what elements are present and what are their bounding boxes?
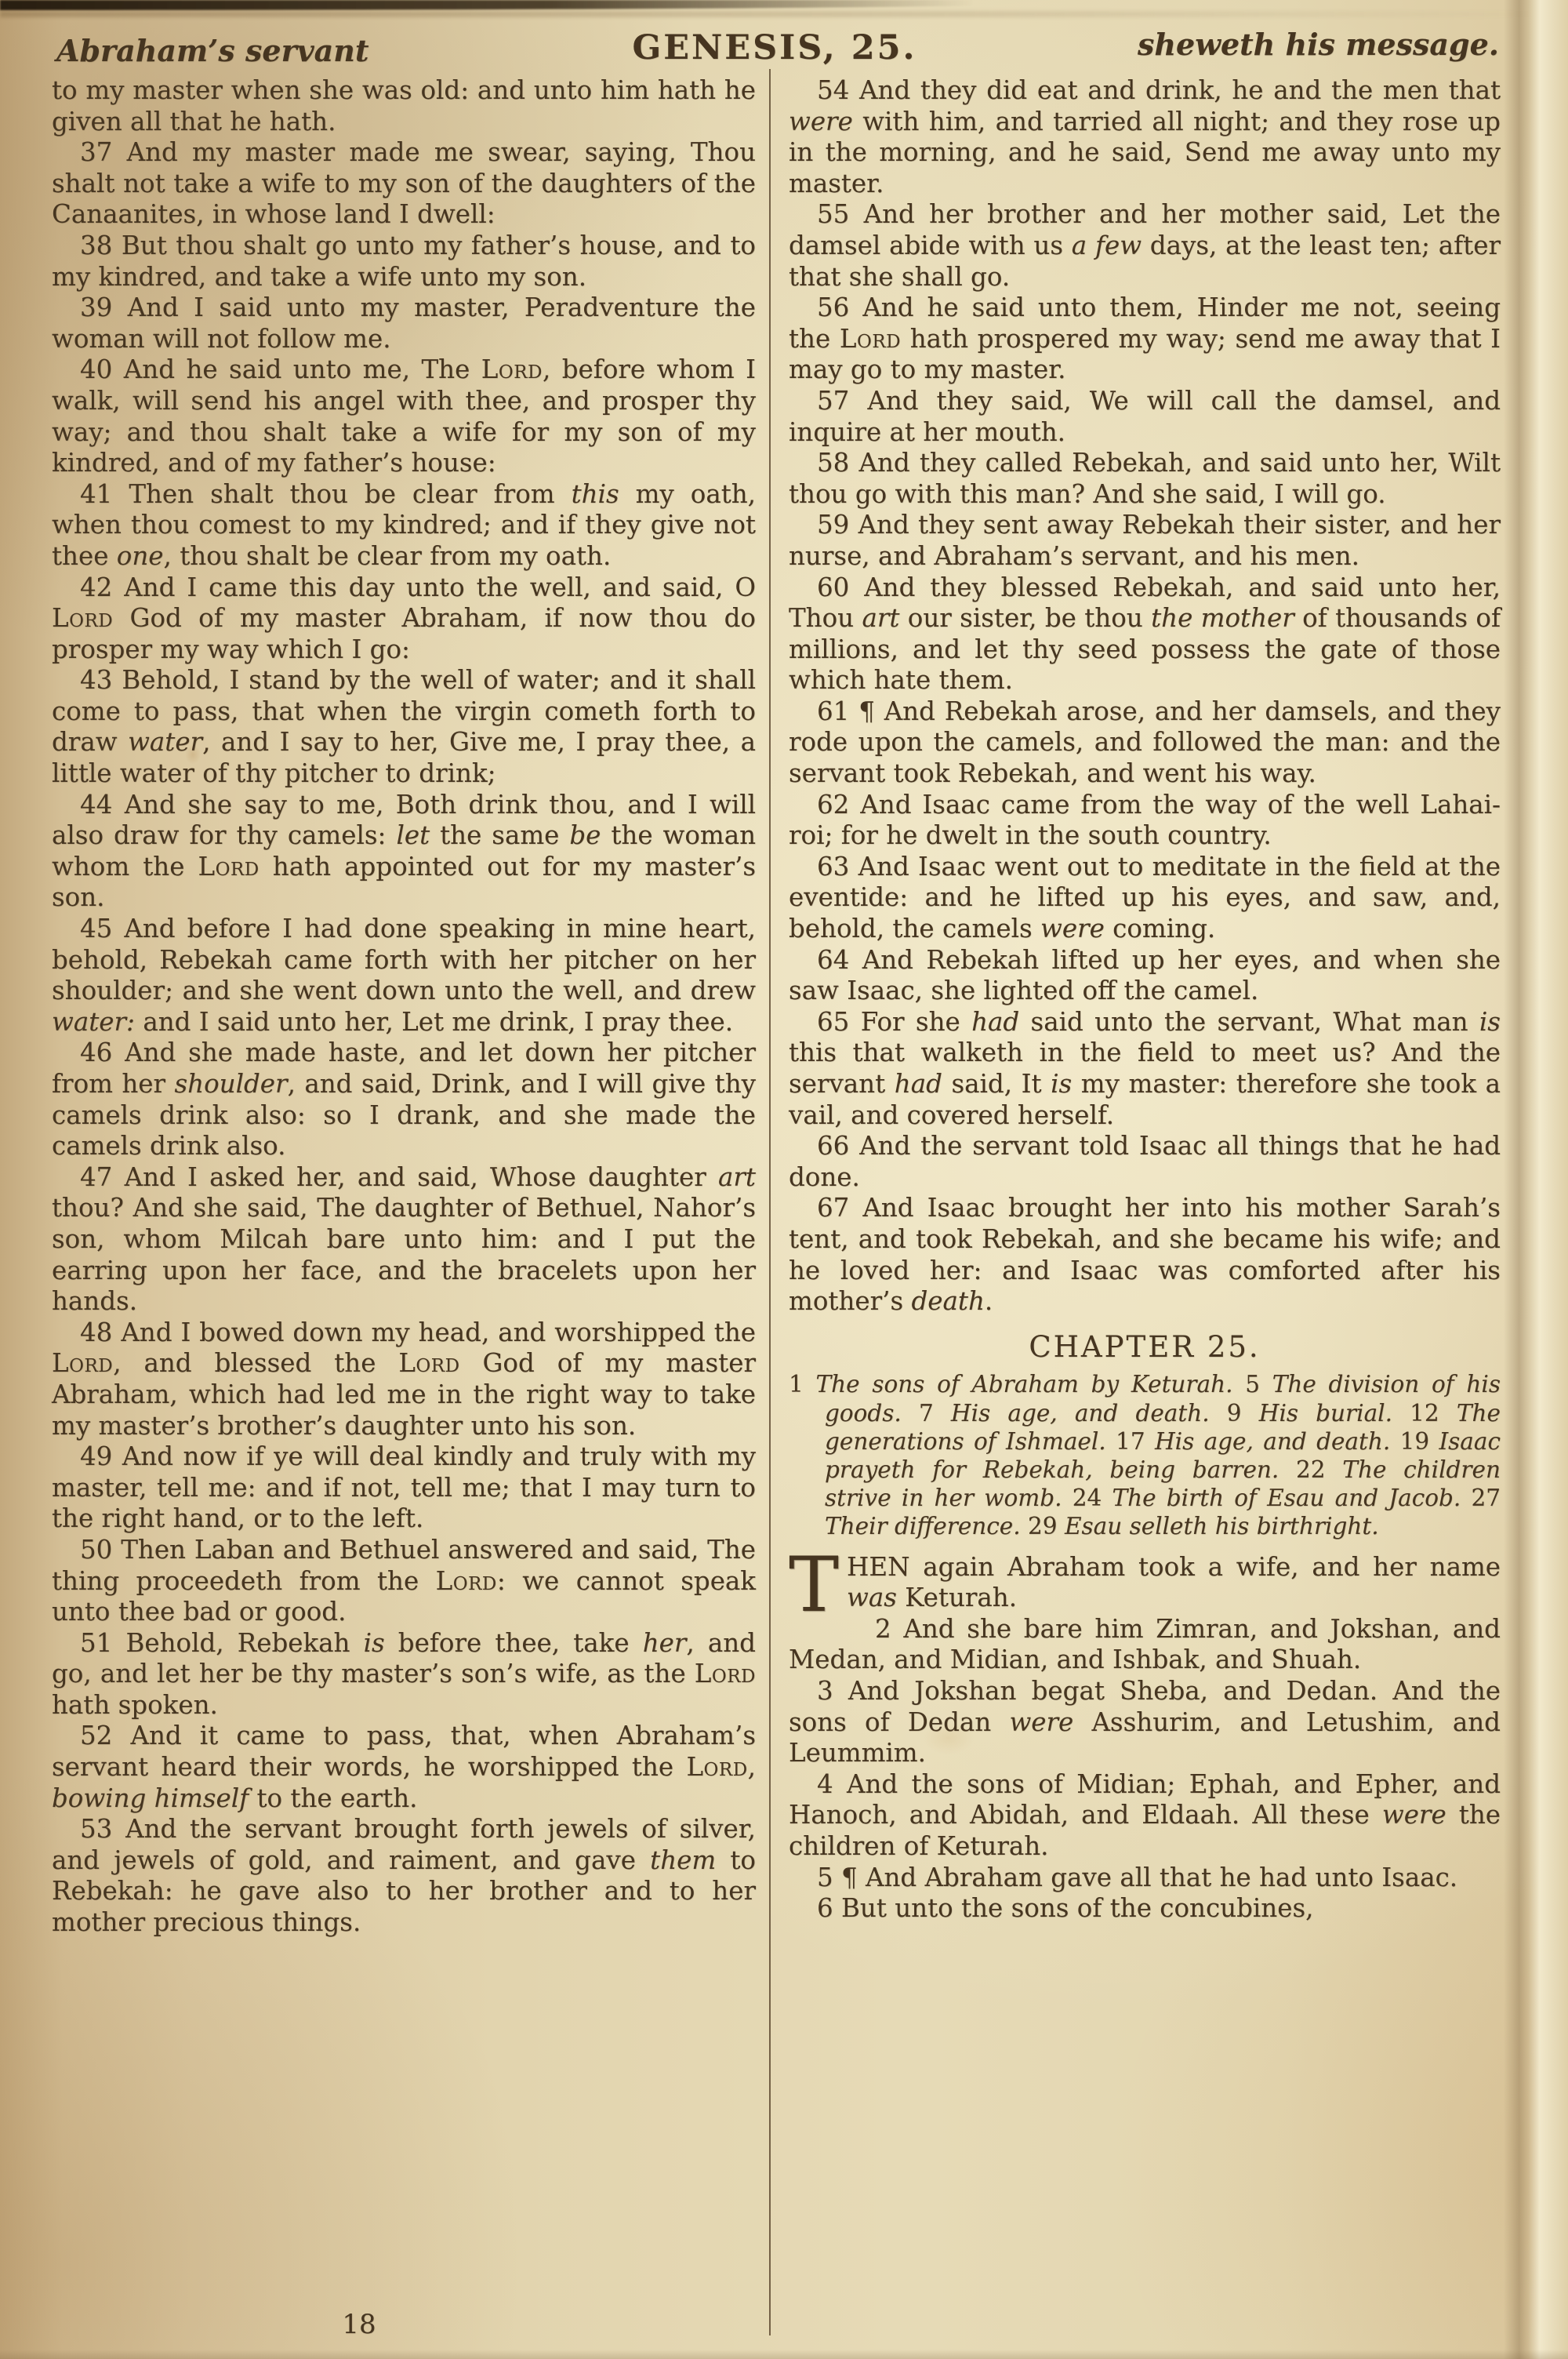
verse-59: [789, 510, 1501, 572]
text-segment: Lord: [481, 354, 543, 385]
text-segment: to the earth.: [249, 1783, 418, 1813]
text-segment: days, at the least ten; after that she shall go.: [789, 230, 1501, 292]
text-segment: And he said unto me, The: [123, 354, 481, 385]
verse-number: 62: [817, 789, 861, 820]
text-segment: this: [571, 478, 619, 509]
text-segment: Lord: [435, 1565, 497, 1596]
text-segment: Their difference.: [825, 1513, 1029, 1540]
verse-46: [52, 1038, 756, 1161]
text-segment: this that walketh in the field to meet us? And the servant: [789, 1038, 1501, 1099]
verse-number: 2: [875, 1613, 904, 1644]
verse-39: [52, 293, 756, 354]
text-segment: And the servant told Isaac all things that he had done.: [789, 1131, 1501, 1192]
text-segment: And I asked her, and said, Whose daughter: [124, 1161, 719, 1192]
verse-number: 52: [80, 1721, 131, 1751]
text-segment: them: [650, 1845, 717, 1875]
verse-number: 3: [817, 1675, 848, 1706]
text-segment: her: [642, 1627, 687, 1658]
verse-number: 55: [817, 199, 864, 230]
verse-45: [52, 914, 756, 1038]
text-segment: the mother: [1151, 603, 1294, 634]
text-segment: to Rebekah: he gave also to her brother and to her mother precious things.: [52, 1845, 756, 1938]
pilcrow-mark: ¶: [858, 696, 884, 726]
text-segment: bowing himself: [52, 1783, 249, 1813]
text-segment: were: [1009, 1707, 1074, 1737]
text-segment: were: [789, 106, 853, 136]
verse-51: [52, 1628, 756, 1721]
running-head-right: sheweth his message.: [1138, 27, 1499, 62]
verse-58: [789, 448, 1501, 510]
verse-4: [789, 1769, 1501, 1863]
text-segment: And they did eat and drink, he and the men that: [859, 75, 1501, 105]
text-segment: 12: [1410, 1399, 1457, 1427]
verse-number: 56: [817, 293, 863, 323]
verse-66: [789, 1131, 1501, 1193]
verse-65: [789, 1007, 1501, 1131]
text-segment: shoulder: [174, 1069, 288, 1099]
chapter-heading-text: CHAPTER 25.: [1029, 1329, 1261, 1364]
verse-49: [52, 1441, 756, 1535]
text-segment: is: [363, 1627, 385, 1658]
text-segment: And she say to me, Both drink thou, and I will also draw for thy camels:: [52, 789, 757, 851]
verse-number: 42: [80, 572, 125, 602]
verse-50: [52, 1535, 756, 1628]
text-segment: the woman whom the: [52, 820, 757, 881]
text-segment: water: [128, 727, 203, 758]
column-divider-rule: [769, 69, 771, 2335]
text-segment: But unto the sons of the concubines,: [841, 1893, 1314, 1924]
running-head-center: GENESIS, 25.: [632, 28, 917, 67]
text-segment: Then shalt thou be clear from: [129, 478, 572, 509]
verse-number: 38: [80, 230, 122, 260]
text-segment: , and I say to her, Give me, I pray thee, a little water of thy pitcher to drink;: [52, 727, 756, 789]
text-segment: is: [1479, 1006, 1501, 1037]
text-segment: , thou shalt be clear from my oath.: [163, 540, 612, 571]
verse-41: [52, 479, 756, 572]
verse-42: [52, 572, 756, 666]
verse-44: [52, 790, 756, 914]
verse-number: 61: [817, 696, 859, 726]
text-segment: The division of his goods.: [825, 1371, 1501, 1427]
verse-number: 65: [817, 1006, 861, 1037]
text-segment: was: [847, 1583, 897, 1613]
text-segment: thou? And she said, The daughter of Bethuel, Nahor’s son, whom Milcah bare unto him: and I put the earring upon her face, and the bracelets upon her hands.: [52, 1193, 756, 1317]
text-segment: And I said unto my master, Peradventure the woman will not follow me.: [52, 293, 756, 354]
text-segment: Esau selleth his birthright.: [1064, 1513, 1379, 1540]
text-segment: And Rebekah arose, and her damsels, and they rode upon the camels, and followed the man: and the servant took Rebekah, and went his way.: [789, 696, 1501, 789]
text-segment: Behold, I stand by the well of water; and it shall come to pass, that when the virgin cometh forth to draw: [52, 665, 756, 758]
verse-43: [52, 665, 756, 789]
text-segment: a few: [1071, 230, 1142, 260]
verse-number: 67: [817, 1193, 863, 1223]
text-segment: hath spoken.: [52, 1689, 218, 1720]
verse-54: [789, 75, 1501, 199]
text-segment: let: [396, 820, 430, 851]
text-segment: And she made haste, and let down her pitcher from her: [52, 1038, 757, 1099]
verse-53: [52, 1814, 756, 1938]
verse-67: [789, 1193, 1501, 1317]
text-segment: And they sent away Rebekah their sister, and her nurse, and Abraham’s servant, and his men.: [789, 510, 1501, 571]
text-segment: the same: [430, 820, 570, 851]
text-segment: 24: [1072, 1485, 1112, 1512]
verse-number: 64: [817, 944, 862, 975]
verse-number: 59: [817, 510, 858, 540]
text-segment: Keturah.: [896, 1583, 1018, 1613]
verse-number: 45: [80, 914, 125, 944]
text-segment: And they said, We will call the damsel, and inquire at her mouth.: [789, 385, 1501, 447]
text-segment: Lord: [694, 1659, 756, 1689]
text-segment: And it came to pass, that, when Abraham’s servant heard their words, he worshipped the: [52, 1721, 756, 1783]
text-segment: is: [1051, 1069, 1073, 1099]
text-segment: the children of Keturah.: [789, 1800, 1501, 1861]
text-segment: Behold, Rebekah: [125, 1627, 364, 1658]
verse-number: 49: [80, 1441, 122, 1472]
text-segment: And Isaac brought her into his mother Sarah’s tent, and took Rebekah, and she became his wife; and he loved her: and Isaac was comforted after his mother’s: [789, 1193, 1501, 1317]
text-segment: Lord: [52, 1348, 114, 1379]
text-segment: And the servant brought forth jewels of silver, and jewels of gold, and raiment, and gave: [52, 1814, 756, 1875]
text-segment: And she bare him Zimran, and Jokshan, and Medan, and Midian, and Ishbak, and Shuah.: [789, 1613, 1501, 1675]
text-segment: The sons of Abraham by Keturah.: [815, 1371, 1246, 1398]
text-segment: HEN again Abraham took a wife, and her name: [847, 1551, 1501, 1582]
verse-number: 51: [80, 1627, 126, 1658]
verse-number: 5: [817, 1862, 842, 1892]
text-segment: His age, and death.: [950, 1399, 1227, 1427]
running-head-left: Abraham’s servant: [56, 33, 369, 68]
verse-number: 53: [80, 1814, 126, 1845]
text-segment: 27: [1471, 1485, 1501, 1512]
text-segment: were: [1040, 914, 1105, 944]
verse-55: [789, 199, 1501, 293]
verse-37: [52, 137, 756, 231]
text-segment: before thee, take: [384, 1627, 643, 1658]
text-segment: And Rebekah lifted up her eyes, and when she saw Isaac, she lighted off the camel.: [789, 944, 1501, 1006]
text-segment: And I bowed down my head, and worshipped the: [121, 1317, 757, 1347]
verse-number: 63: [817, 851, 858, 881]
verse-40: [52, 354, 756, 478]
verse-3: [789, 1676, 1501, 1769]
text-segment: had: [971, 1006, 1020, 1037]
text-segment: 9: [1226, 1399, 1259, 1427]
page-top-shadow: [0, 11, 1537, 17]
text-segment: Isaac prayeth for Rebekah, being barren.: [825, 1427, 1501, 1483]
text-segment: The generations of Ishmael.: [825, 1399, 1501, 1455]
text-segment: with him, and tarried all night; and they rose up in the morning, and he said, Send me away unto my master.: [789, 106, 1501, 198]
verse-6: [789, 1893, 1501, 1925]
left-column: [52, 75, 756, 1939]
verse-57: [789, 386, 1501, 448]
verse-2: [789, 1614, 1501, 1676]
text-segment: , and said, Drink, and I will give thy camels drink also: so I drank, and she made the camels drink also.: [52, 1069, 757, 1161]
text-segment: And my master made me swear, saying, Thou shalt not take a wife to my son of the daughters of the Canaanites, in whose land I dwell:: [52, 137, 756, 230]
page-top-edge: [0, 0, 1004, 10]
text-segment: said, It: [942, 1069, 1051, 1099]
verse-38: [52, 231, 756, 293]
text-segment: water:: [52, 1006, 135, 1037]
verse-number: 39: [80, 293, 128, 323]
verse-number: 60: [817, 572, 865, 602]
text-segment: Then Laban and Bethuel answered and said, The thing proceedeth from the: [52, 1534, 756, 1596]
text-segment: 29: [1028, 1513, 1065, 1540]
summary: [789, 1370, 1501, 1540]
text-segment: Lord: [686, 1752, 748, 1783]
text-segment: : we cannot speak unto thee bad or good.: [52, 1565, 756, 1627]
text-segment: to my master when she was old: and unto him hath he given all that he hath.: [52, 75, 756, 136]
text-segment: But thou shalt go unto my father’s house, and to my kindred, and take a wife unto my son.: [52, 230, 756, 292]
verse-64: [789, 945, 1501, 1007]
verse-number: 6: [817, 1893, 842, 1924]
text-segment: And Isaac came from the way of the well Lahai-roi; for he dwelt in the south country.: [789, 789, 1501, 851]
text-segment: Lord: [198, 851, 260, 881]
verse-5: [789, 1863, 1501, 1894]
verse-56: [789, 293, 1501, 386]
verse-number: 58: [817, 448, 859, 478]
text-segment: The birth of Esau and Jacob.: [1112, 1485, 1472, 1512]
text-segment: And the sons of Midian; Ephah, and Epher, and Hanoch, and Abidah, and Eldaah. All these: [789, 1768, 1501, 1830]
verse-number: 41: [80, 478, 129, 509]
text-segment: my oath, when thou comest to my kindred; and if they give not thee: [52, 478, 757, 571]
verse-number: 43: [80, 665, 122, 696]
text-segment: And now if ye will deal kindly and truly with my master, tell me: and if not, tell me; that I may turn to the right hand, or to the left.: [52, 1441, 757, 1534]
verse-62: [789, 790, 1501, 852]
text-segment: God of my master Abraham, if now thou do prosper my way which I go:: [52, 603, 756, 664]
verse-60: [789, 572, 1501, 696]
text-segment: 19: [1399, 1427, 1439, 1455]
verse-number: 46: [80, 1038, 125, 1068]
verse-48: [52, 1318, 756, 1441]
verse-number: 47: [80, 1161, 125, 1192]
text-segment: and I said unto her, Let me drink, I pray thee.: [134, 1006, 734, 1037]
text-segment: And Isaac went out to meditate in the field at the eventide: and he lifted up his eyes, and saw, and, behold, the camels: [789, 851, 1501, 944]
verse-number: 48: [80, 1317, 122, 1347]
text-segment: were: [1381, 1800, 1446, 1830]
verse-52: [52, 1721, 756, 1814]
continuation: [52, 75, 756, 137]
text-segment: , before whom I walk, will send his angel with thee, and prosper thy way; and thou shalt take a wife for my son of my kindred, and of my father’s house:: [52, 354, 757, 478]
text-segment: ,: [747, 1752, 756, 1783]
drop-cap-letter: T: [789, 1540, 840, 1629]
text-segment: And her brother and her mother said, Let the damsel abide with us: [789, 199, 1501, 260]
text-segment: had: [894, 1069, 942, 1099]
text-segment: hath appointed out for my master’s son.: [52, 851, 756, 913]
text-segment: His age, and death.: [1154, 1427, 1400, 1455]
text-segment: our sister, be thou: [899, 603, 1152, 634]
text-segment: hath prospered my way; send me away that I may go to my master.: [789, 323, 1501, 385]
text-segment: And before I had done speaking in mine heart, behold, Rebekah came forth with her pitcher on her shoulder; and she went down unto the well, and drew: [52, 914, 756, 1006]
text-segment: 7: [918, 1399, 951, 1427]
verse-number: 66: [817, 1131, 860, 1161]
text-segment: Asshurim, and Letushim, and Leummim.: [789, 1707, 1501, 1768]
verse-number: 54: [817, 75, 860, 105]
text-segment: , and blessed the: [113, 1348, 399, 1379]
text-segment: , and go, and let her be thy master’s son’s wife, as the: [52, 1627, 756, 1689]
text-segment: His burial.: [1258, 1399, 1410, 1427]
text-segment: .: [984, 1286, 993, 1317]
text-segment: And they called Rebekah, and said unto her, Wilt thou go with this man? And she said, I will go.: [789, 448, 1501, 509]
text-segment: 5: [1245, 1371, 1272, 1398]
text-segment: 17: [1116, 1427, 1155, 1455]
text-segment: art: [862, 603, 900, 634]
text-segment: said unto the servant, What man: [1019, 1006, 1479, 1037]
text-segment: art: [718, 1161, 756, 1192]
text-segment: of thousands of millions, and let thy seed possess the gate of those which hate them.: [789, 603, 1501, 696]
chapter-heading: [789, 1329, 1501, 1364]
verse-63: [789, 852, 1501, 945]
page-right-edge: [1504, 0, 1568, 2359]
text-segment: And Abraham gave all that he had unto Isaac.: [866, 1862, 1458, 1892]
right-column: [789, 75, 1501, 1925]
text-segment: And they blessed Rebekah, and said unto her, Thou: [789, 572, 1501, 634]
verse-number: 44: [80, 789, 125, 820]
text-segment: And I came this day unto the well, and said, O: [124, 572, 756, 602]
text-segment: Lord: [839, 323, 902, 354]
verse-number: 40: [80, 354, 124, 385]
verse-number: 4: [817, 1768, 848, 1799]
text-segment: my master: therefore she took a vail, and covered herself.: [789, 1069, 1501, 1130]
text-segment: death: [911, 1286, 985, 1317]
text-segment: God of my master Abraham, which had led me in the right way to take my master’s brother’s daughter unto his son.: [52, 1348, 756, 1441]
verse-61: [789, 696, 1501, 790]
pilcrow-mark: ¶: [841, 1862, 866, 1892]
verse-number: 50: [80, 1534, 122, 1565]
text-segment: And Jokshan begat Sheba, and Dedan. And the sons of Dedan: [789, 1675, 1501, 1737]
text-segment: And he said unto them, Hinder me not, seeing the: [789, 293, 1501, 354]
page-number: 18: [342, 2309, 376, 2340]
text-segment: The children strive in her womb.: [825, 1456, 1501, 1512]
text-segment: coming.: [1104, 914, 1216, 944]
verse-47: [52, 1162, 756, 1318]
page-bottom-shadow: [0, 2350, 1568, 2359]
text-segment: Lord: [398, 1348, 460, 1379]
text-segment: be: [569, 820, 601, 851]
text-segment: 1: [789, 1371, 816, 1398]
verse-number: 57: [817, 385, 868, 416]
text-segment: one: [116, 540, 164, 571]
text-segment: Lord: [52, 603, 114, 634]
text-segment: 22: [1296, 1456, 1343, 1483]
dropcap-verse: [789, 1540, 1501, 1629]
text-segment: For she: [860, 1006, 972, 1037]
verse-number: 37: [80, 137, 127, 168]
